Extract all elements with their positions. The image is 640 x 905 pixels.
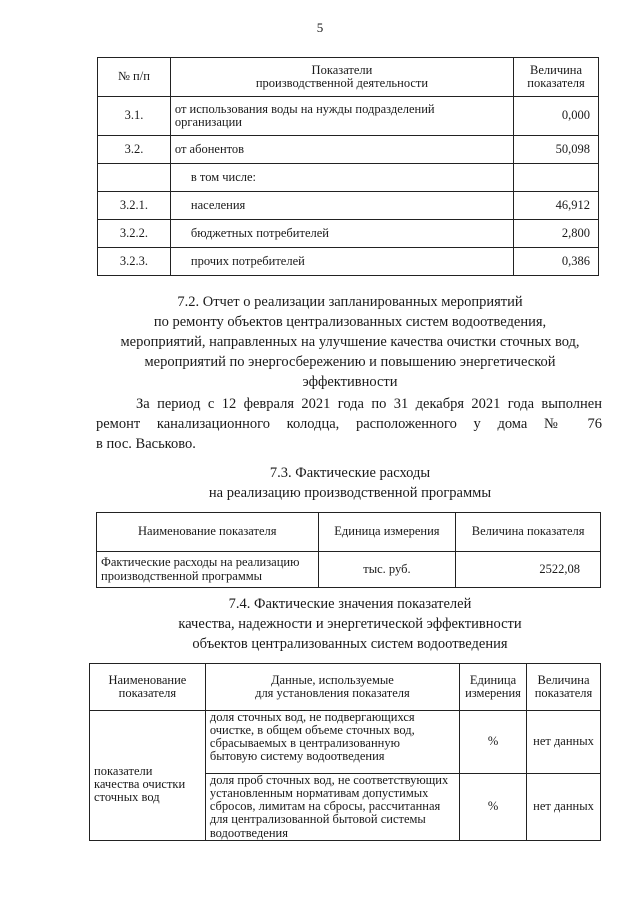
row-value: 2,800: [514, 220, 599, 248]
header-unit: Единица измерения: [318, 513, 456, 552]
header-value: Величина показателя: [527, 664, 601, 711]
row-label: в том числе:: [170, 164, 513, 192]
header-data: Данные, используемые для установления показателя: [205, 664, 459, 711]
row-label: населения: [170, 192, 513, 220]
header-indicator: Показатели производственной деятельности: [170, 58, 513, 97]
row-num: [98, 164, 171, 192]
table-row: [98, 97, 599, 136]
row-num: 3.2.1.: [98, 192, 171, 220]
header-name: Наименование показателя: [97, 513, 319, 552]
row-label: от использования воды на нужды подразделений организации: [170, 97, 513, 136]
row-data: доля сточных вод, не подвергающихся очистке, в общем объеме сточных вод, сбрасываемых в централизованную бытовую систему водоотведения: [205, 711, 459, 774]
row-num: 3.2.: [98, 136, 171, 164]
page-number: 5: [316, 20, 324, 35]
table-row: [98, 164, 599, 192]
row-value: нет данных: [527, 711, 601, 774]
section-7-3-title: 7.3. Фактические расходы на реализацию производственной программы: [208, 465, 492, 501]
header-num: № п/п: [98, 58, 171, 97]
table-row: [98, 220, 599, 248]
table-row: [98, 248, 599, 276]
table-row: [90, 711, 601, 774]
row-value: 46,912: [514, 192, 599, 220]
row-unit: %: [460, 711, 527, 774]
header-name: Наименование показателя: [90, 664, 206, 711]
row-unit: тыс. руб.: [318, 552, 456, 588]
table-row: [97, 552, 601, 588]
row-label: от абонентов: [170, 136, 513, 164]
section-7-4-title: 7.4. Фактические значения показателей качества, надежности и энергетической эффективности объектов централизованных систем водоотведения: [178, 596, 522, 652]
row-num: 3.2.3.: [98, 248, 171, 276]
table-row: [98, 136, 599, 164]
row-value: 0,386: [514, 248, 599, 276]
section-7-2-paragraph: За период с 12 февраля 2021 года по 31 декабря 2021 года выполнен ремонт канализационного колодца, расположенного у дома № 76 в пос. Васьково.: [96, 396, 602, 452]
actual-expenses-table: [96, 512, 601, 588]
quality-indicators-table: [89, 663, 601, 841]
table-row: [98, 192, 599, 220]
row-num: 3.2.2.: [98, 220, 171, 248]
table-header-row: [98, 58, 599, 97]
production-indicators-table: [97, 57, 599, 276]
table-header-row: [90, 664, 601, 711]
group-label: показатели качества очистки сточных вод: [90, 711, 206, 841]
header-unit: Единица измерения: [460, 664, 527, 711]
header-value: Величина показателя: [456, 513, 601, 552]
row-value: 0,000: [514, 97, 599, 136]
row-unit: %: [460, 774, 527, 841]
row-num: 3.1.: [98, 97, 171, 136]
header-value: Величина показателя: [514, 58, 599, 97]
row-value: [514, 164, 599, 192]
row-name: Фактические расходы на реализацию производственной программы: [97, 552, 319, 588]
row-value: нет данных: [527, 774, 601, 841]
row-value: 50,098: [514, 136, 599, 164]
table-header-row: [97, 513, 601, 552]
row-label: прочих потребителей: [170, 248, 513, 276]
section-7-2-title: 7.2. Отчет о реализации запланированных мероприятий по ремонту объектов централизованных систем водоотведения, мероприятий, направленных на улучшение качества очистки сточных вод, мероприятий по энергосбережению и повышению энергетической эффективности: [120, 294, 580, 390]
row-label: бюджетных потребителей: [170, 220, 513, 248]
row-value: 2522,08: [456, 552, 601, 588]
row-data: доля проб сточных вод, не соответствующих установленным нормативам допустимых сбросов, лимитам на сбросы, рассчитанная для централизованной бытовой системы водоотведения: [205, 774, 459, 841]
